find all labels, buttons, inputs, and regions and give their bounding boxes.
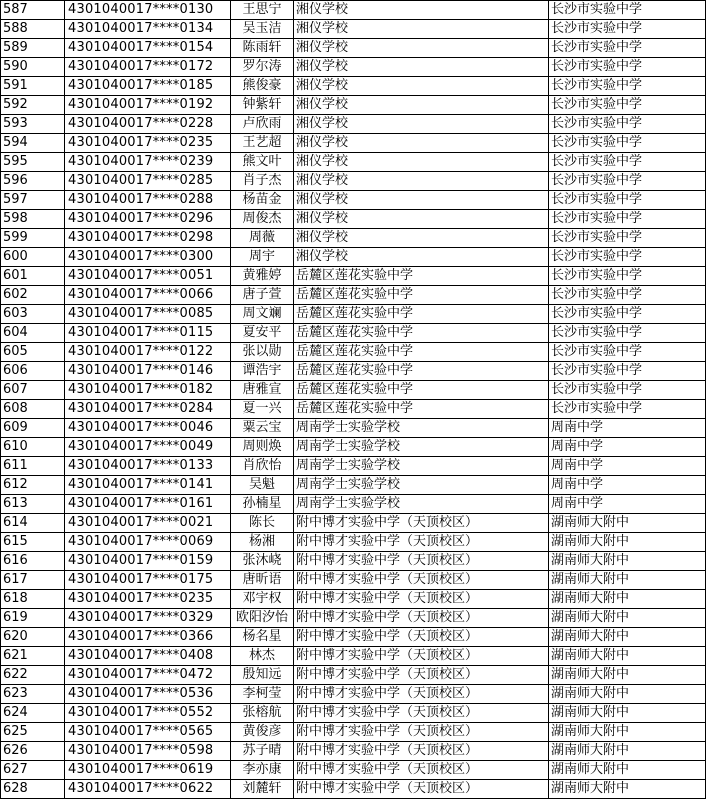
row-number-cell: 589 bbox=[1, 39, 65, 58]
school-cell: 岳麓区莲花实验中学 bbox=[294, 343, 549, 362]
table-row bbox=[1, 39, 706, 58]
school-cell: 附中博才实验中学（天顶校区） bbox=[294, 647, 549, 666]
student-id-cell: 4301040017****0285 bbox=[65, 172, 231, 191]
student-id-cell: 4301040017****0329 bbox=[65, 609, 231, 628]
table-row bbox=[1, 780, 706, 799]
admitted-school-cell: 湖南师大附中 bbox=[549, 514, 706, 533]
row-number-cell: 609 bbox=[1, 419, 65, 438]
school-cell: 湘仪学校 bbox=[294, 210, 549, 229]
student-id-cell: 4301040017****0298 bbox=[65, 229, 231, 248]
table-row bbox=[1, 115, 706, 134]
row-number-cell: 625 bbox=[1, 723, 65, 742]
student-name-cell: 欧阳汐怡 bbox=[231, 609, 294, 628]
admitted-school-cell: 长沙市实验中学 bbox=[549, 381, 706, 400]
row-number-cell: 592 bbox=[1, 96, 65, 115]
table-row bbox=[1, 419, 706, 438]
table-row bbox=[1, 324, 706, 343]
student-name-cell: 熊文叶 bbox=[231, 153, 294, 172]
row-number-cell: 607 bbox=[1, 381, 65, 400]
student-id-cell: 4301040017****0288 bbox=[65, 191, 231, 210]
student-name-cell: 王思宁 bbox=[231, 1, 294, 20]
admitted-school-cell: 长沙市实验中学 bbox=[549, 324, 706, 343]
row-number-cell: 606 bbox=[1, 362, 65, 381]
student-id-cell: 4301040017****0536 bbox=[65, 685, 231, 704]
student-id-cell: 4301040017****0066 bbox=[65, 286, 231, 305]
table-row bbox=[1, 628, 706, 647]
student-name-cell: 罗尔涛 bbox=[231, 58, 294, 77]
admitted-school-cell: 湖南师大附中 bbox=[549, 685, 706, 704]
row-number-cell: 596 bbox=[1, 172, 65, 191]
row-number-cell: 602 bbox=[1, 286, 65, 305]
row-number-cell: 611 bbox=[1, 457, 65, 476]
table-row bbox=[1, 58, 706, 77]
student-name-cell: 杨名星 bbox=[231, 628, 294, 647]
student-name-cell: 李柯莹 bbox=[231, 685, 294, 704]
table-row bbox=[1, 590, 706, 609]
student-id-cell: 4301040017****0049 bbox=[65, 438, 231, 457]
school-cell: 周南学士实验学校 bbox=[294, 419, 549, 438]
row-number-cell: 626 bbox=[1, 742, 65, 761]
student-id-cell: 4301040017****0185 bbox=[65, 77, 231, 96]
school-cell: 附中博才实验中学（天顶校区） bbox=[294, 685, 549, 704]
admitted-school-cell: 长沙市实验中学 bbox=[549, 362, 706, 381]
admitted-school-cell: 长沙市实验中学 bbox=[549, 58, 706, 77]
school-cell: 湘仪学校 bbox=[294, 77, 549, 96]
table-row bbox=[1, 552, 706, 571]
row-number-cell: 610 bbox=[1, 438, 65, 457]
row-number-cell: 594 bbox=[1, 134, 65, 153]
admitted-school-cell: 长沙市实验中学 bbox=[549, 96, 706, 115]
school-cell: 岳麓区莲花实验中学 bbox=[294, 400, 549, 419]
admitted-school-cell: 湖南师大附中 bbox=[549, 704, 706, 723]
student-name-cell: 周宇 bbox=[231, 248, 294, 267]
student-name-cell: 钟紫轩 bbox=[231, 96, 294, 115]
row-number-cell: 588 bbox=[1, 20, 65, 39]
admitted-school-cell: 湖南师大附中 bbox=[549, 552, 706, 571]
school-cell: 周南学士实验学校 bbox=[294, 476, 549, 495]
student-name-cell: 张沐峣 bbox=[231, 552, 294, 571]
admitted-school-cell: 湖南师大附中 bbox=[549, 571, 706, 590]
table-row bbox=[1, 267, 706, 286]
student-name-cell: 林杰 bbox=[231, 647, 294, 666]
school-cell: 附中博才实验中学（天顶校区） bbox=[294, 723, 549, 742]
school-cell: 附中博才实验中学（天顶校区） bbox=[294, 704, 549, 723]
student-name-cell: 杨湘 bbox=[231, 533, 294, 552]
school-cell: 附中博才实验中学（天顶校区） bbox=[294, 571, 549, 590]
table-row bbox=[1, 248, 706, 267]
school-cell: 湘仪学校 bbox=[294, 172, 549, 191]
table-row bbox=[1, 20, 706, 39]
admitted-school-cell: 湖南师大附中 bbox=[549, 590, 706, 609]
admitted-school-cell: 长沙市实验中学 bbox=[549, 1, 706, 20]
school-cell: 湘仪学校 bbox=[294, 39, 549, 58]
school-cell: 周南学士实验学校 bbox=[294, 438, 549, 457]
table-row bbox=[1, 571, 706, 590]
school-cell: 湘仪学校 bbox=[294, 1, 549, 20]
student-id-cell: 4301040017****0228 bbox=[65, 115, 231, 134]
student-name-cell: 吴魁 bbox=[231, 476, 294, 495]
admitted-school-cell: 长沙市实验中学 bbox=[549, 134, 706, 153]
student-id-cell: 4301040017****0146 bbox=[65, 362, 231, 381]
student-name-cell: 唐昕语 bbox=[231, 571, 294, 590]
row-number-cell: 617 bbox=[1, 571, 65, 590]
table-row bbox=[1, 400, 706, 419]
student-id-cell: 4301040017****0408 bbox=[65, 647, 231, 666]
student-id-cell: 4301040017****0300 bbox=[65, 248, 231, 267]
admitted-school-cell: 长沙市实验中学 bbox=[549, 229, 706, 248]
row-number-cell: 618 bbox=[1, 590, 65, 609]
school-cell: 附中博才实验中学（天顶校区） bbox=[294, 590, 549, 609]
row-number-cell: 595 bbox=[1, 153, 65, 172]
table-row bbox=[1, 742, 706, 761]
student-id-cell: 4301040017****0598 bbox=[65, 742, 231, 761]
student-name-cell: 熊俊豪 bbox=[231, 77, 294, 96]
table-row bbox=[1, 438, 706, 457]
school-cell: 湘仪学校 bbox=[294, 96, 549, 115]
school-cell: 岳麓区莲花实验中学 bbox=[294, 305, 549, 324]
admitted-school-cell: 湖南师大附中 bbox=[549, 609, 706, 628]
school-cell: 附中博才实验中学（天顶校区） bbox=[294, 552, 549, 571]
school-cell: 附中博才实验中学（天顶校区） bbox=[294, 628, 549, 647]
school-cell: 周南学士实验学校 bbox=[294, 457, 549, 476]
table-row bbox=[1, 134, 706, 153]
admitted-school-cell: 湖南师大附中 bbox=[549, 647, 706, 666]
table-row bbox=[1, 172, 706, 191]
school-cell: 周南学士实验学校 bbox=[294, 495, 549, 514]
admitted-school-cell: 周南中学 bbox=[549, 438, 706, 457]
admitted-school-cell: 长沙市实验中学 bbox=[549, 343, 706, 362]
student-id-cell: 4301040017****0619 bbox=[65, 761, 231, 780]
admitted-school-cell: 长沙市实验中学 bbox=[549, 267, 706, 286]
admitted-school-cell: 长沙市实验中学 bbox=[549, 172, 706, 191]
admitted-school-cell: 长沙市实验中学 bbox=[549, 20, 706, 39]
row-number-cell: 601 bbox=[1, 267, 65, 286]
student-id-cell: 4301040017****0046 bbox=[65, 419, 231, 438]
row-number-cell: 621 bbox=[1, 647, 65, 666]
student-name-cell: 周薇 bbox=[231, 229, 294, 248]
row-number-cell: 622 bbox=[1, 666, 65, 685]
student-name-cell: 张以勋 bbox=[231, 343, 294, 362]
row-number-cell: 619 bbox=[1, 609, 65, 628]
table-row bbox=[1, 77, 706, 96]
row-number-cell: 612 bbox=[1, 476, 65, 495]
school-cell: 附中博才实验中学（天顶校区） bbox=[294, 514, 549, 533]
table-row bbox=[1, 362, 706, 381]
student-name-cell: 刘麓轩 bbox=[231, 780, 294, 799]
student-name-cell: 夏安平 bbox=[231, 324, 294, 343]
table-row bbox=[1, 533, 706, 552]
student-id-cell: 4301040017****0122 bbox=[65, 343, 231, 362]
student-name-cell: 苏子晴 bbox=[231, 742, 294, 761]
table-row bbox=[1, 761, 706, 780]
row-number-cell: 623 bbox=[1, 685, 65, 704]
table-row bbox=[1, 457, 706, 476]
row-number-cell: 591 bbox=[1, 77, 65, 96]
admitted-school-cell: 周南中学 bbox=[549, 419, 706, 438]
table-row bbox=[1, 1, 706, 20]
admitted-school-cell: 长沙市实验中学 bbox=[549, 305, 706, 324]
school-cell: 岳麓区莲花实验中学 bbox=[294, 286, 549, 305]
school-cell: 附中博才实验中学（天顶校区） bbox=[294, 742, 549, 761]
student-id-cell: 4301040017****0565 bbox=[65, 723, 231, 742]
school-cell: 岳麓区莲花实验中学 bbox=[294, 362, 549, 381]
school-cell: 湘仪学校 bbox=[294, 153, 549, 172]
row-number-cell: 600 bbox=[1, 248, 65, 267]
student-name-cell: 李亦康 bbox=[231, 761, 294, 780]
school-cell: 湘仪学校 bbox=[294, 191, 549, 210]
row-number-cell: 614 bbox=[1, 514, 65, 533]
student-id-cell: 4301040017****0284 bbox=[65, 400, 231, 419]
student-id-cell: 4301040017****0154 bbox=[65, 39, 231, 58]
school-cell: 岳麓区莲花实验中学 bbox=[294, 267, 549, 286]
admitted-school-cell: 湖南师大附中 bbox=[549, 533, 706, 552]
row-number-cell: 603 bbox=[1, 305, 65, 324]
student-id-cell: 4301040017****0175 bbox=[65, 571, 231, 590]
student-name-cell: 粟云宝 bbox=[231, 419, 294, 438]
student-id-cell: 4301040017****0239 bbox=[65, 153, 231, 172]
admitted-school-cell: 长沙市实验中学 bbox=[549, 248, 706, 267]
student-id-cell: 4301040017****0085 bbox=[65, 305, 231, 324]
table-row bbox=[1, 704, 706, 723]
school-cell: 湘仪学校 bbox=[294, 248, 549, 267]
row-number-cell: 608 bbox=[1, 400, 65, 419]
table-body bbox=[1, 1, 706, 799]
admitted-school-cell: 长沙市实验中学 bbox=[549, 210, 706, 229]
student-id-cell: 4301040017****0192 bbox=[65, 96, 231, 115]
admitted-school-cell: 周南中学 bbox=[549, 476, 706, 495]
school-cell: 附中博才实验中学（天顶校区） bbox=[294, 533, 549, 552]
school-cell: 湘仪学校 bbox=[294, 229, 549, 248]
table-row bbox=[1, 153, 706, 172]
student-id-cell: 4301040017****0172 bbox=[65, 58, 231, 77]
student-id-cell: 4301040017****0182 bbox=[65, 381, 231, 400]
table-row bbox=[1, 229, 706, 248]
row-number-cell: 620 bbox=[1, 628, 65, 647]
table-row bbox=[1, 286, 706, 305]
student-id-cell: 4301040017****0622 bbox=[65, 780, 231, 799]
table-row bbox=[1, 723, 706, 742]
student-name-cell: 王艺超 bbox=[231, 134, 294, 153]
row-number-cell: 624 bbox=[1, 704, 65, 723]
student-name-cell: 唐雅宣 bbox=[231, 381, 294, 400]
student-name-cell: 吴玉洁 bbox=[231, 20, 294, 39]
table-row bbox=[1, 514, 706, 533]
row-number-cell: 590 bbox=[1, 58, 65, 77]
school-cell: 附中博才实验中学（天顶校区） bbox=[294, 609, 549, 628]
row-number-cell: 605 bbox=[1, 343, 65, 362]
table-row bbox=[1, 476, 706, 495]
student-name-cell: 谭浩宇 bbox=[231, 362, 294, 381]
student-id-cell: 4301040017****0069 bbox=[65, 533, 231, 552]
row-number-cell: 593 bbox=[1, 115, 65, 134]
student-name-cell: 唐子萱 bbox=[231, 286, 294, 305]
student-name-cell: 夏一兴 bbox=[231, 400, 294, 419]
row-number-cell: 597 bbox=[1, 191, 65, 210]
student-id-cell: 4301040017****0235 bbox=[65, 590, 231, 609]
school-cell: 岳麓区莲花实验中学 bbox=[294, 324, 549, 343]
row-number-cell: 627 bbox=[1, 761, 65, 780]
row-number-cell: 598 bbox=[1, 210, 65, 229]
table-row bbox=[1, 381, 706, 400]
table-row bbox=[1, 647, 706, 666]
admitted-school-cell: 周南中学 bbox=[549, 457, 706, 476]
student-id-cell: 4301040017****0115 bbox=[65, 324, 231, 343]
student-id-cell: 4301040017****0366 bbox=[65, 628, 231, 647]
table-row bbox=[1, 96, 706, 115]
student-id-cell: 4301040017****0133 bbox=[65, 457, 231, 476]
student-id-cell: 4301040017****0051 bbox=[65, 267, 231, 286]
admitted-school-cell: 湖南师大附中 bbox=[549, 628, 706, 647]
admitted-school-cell: 湖南师大附中 bbox=[549, 742, 706, 761]
admitted-school-cell: 长沙市实验中学 bbox=[549, 115, 706, 134]
student-name-cell: 黄雅婷 bbox=[231, 267, 294, 286]
row-number-cell: 628 bbox=[1, 780, 65, 799]
admitted-school-cell: 长沙市实验中学 bbox=[549, 77, 706, 96]
student-name-cell: 陈长 bbox=[231, 514, 294, 533]
row-number-cell: 615 bbox=[1, 533, 65, 552]
table-row bbox=[1, 305, 706, 324]
admitted-school-cell: 长沙市实验中学 bbox=[549, 191, 706, 210]
student-name-cell: 周俊杰 bbox=[231, 210, 294, 229]
admitted-school-cell: 长沙市实验中学 bbox=[549, 286, 706, 305]
school-cell: 湘仪学校 bbox=[294, 115, 549, 134]
table-row bbox=[1, 191, 706, 210]
student-name-cell: 肖欣怡 bbox=[231, 457, 294, 476]
admitted-school-cell: 周南中学 bbox=[549, 495, 706, 514]
table-row bbox=[1, 609, 706, 628]
admitted-school-cell: 长沙市实验中学 bbox=[549, 153, 706, 172]
student-name-cell: 卢欣雨 bbox=[231, 115, 294, 134]
school-cell: 湘仪学校 bbox=[294, 58, 549, 77]
student-name-cell: 殷知远 bbox=[231, 666, 294, 685]
admitted-school-cell: 长沙市实验中学 bbox=[549, 39, 706, 58]
student-name-cell: 孙楠星 bbox=[231, 495, 294, 514]
student-id-cell: 4301040017****0552 bbox=[65, 704, 231, 723]
student-id-cell: 4301040017****0134 bbox=[65, 20, 231, 39]
school-cell: 附中博才实验中学（天顶校区） bbox=[294, 761, 549, 780]
school-cell: 湘仪学校 bbox=[294, 134, 549, 153]
table-row bbox=[1, 666, 706, 685]
student-name-cell: 邓宇权 bbox=[231, 590, 294, 609]
student-name-cell: 周则焕 bbox=[231, 438, 294, 457]
row-number-cell: 613 bbox=[1, 495, 65, 514]
school-cell: 附中博才实验中学（天顶校区） bbox=[294, 780, 549, 799]
student-id-cell: 4301040017****0472 bbox=[65, 666, 231, 685]
row-number-cell: 599 bbox=[1, 229, 65, 248]
admitted-school-cell: 湖南师大附中 bbox=[549, 666, 706, 685]
student-id-cell: 4301040017****0141 bbox=[65, 476, 231, 495]
table-row bbox=[1, 495, 706, 514]
student-name-cell: 陈雨轩 bbox=[231, 39, 294, 58]
row-number-cell: 616 bbox=[1, 552, 65, 571]
admitted-school-cell: 湖南师大附中 bbox=[549, 761, 706, 780]
student-id-cell: 4301040017****0296 bbox=[65, 210, 231, 229]
admitted-school-cell: 湖南师大附中 bbox=[549, 723, 706, 742]
row-number-cell: 587 bbox=[1, 1, 65, 20]
table-row bbox=[1, 343, 706, 362]
student-id-cell: 4301040017****0235 bbox=[65, 134, 231, 153]
table-row bbox=[1, 210, 706, 229]
school-cell: 湘仪学校 bbox=[294, 20, 549, 39]
admitted-school-cell: 湖南师大附中 bbox=[549, 780, 706, 799]
student-id-cell: 4301040017****0021 bbox=[65, 514, 231, 533]
student-id-cell: 4301040017****0161 bbox=[65, 495, 231, 514]
student-name-cell: 杨苗金 bbox=[231, 191, 294, 210]
student-name-cell: 黄俊彦 bbox=[231, 723, 294, 742]
row-number-cell: 604 bbox=[1, 324, 65, 343]
school-cell: 岳麓区莲花实验中学 bbox=[294, 381, 549, 400]
student-name-cell: 周文斓 bbox=[231, 305, 294, 324]
student-id-cell: 4301040017****0130 bbox=[65, 1, 231, 20]
student-id-cell: 4301040017****0159 bbox=[65, 552, 231, 571]
table-row bbox=[1, 685, 706, 704]
student-name-cell: 肖子杰 bbox=[231, 172, 294, 191]
school-cell: 附中博才实验中学（天顶校区） bbox=[294, 666, 549, 685]
student-name-cell: 张榕航 bbox=[231, 704, 294, 723]
admitted-school-cell: 长沙市实验中学 bbox=[549, 400, 706, 419]
